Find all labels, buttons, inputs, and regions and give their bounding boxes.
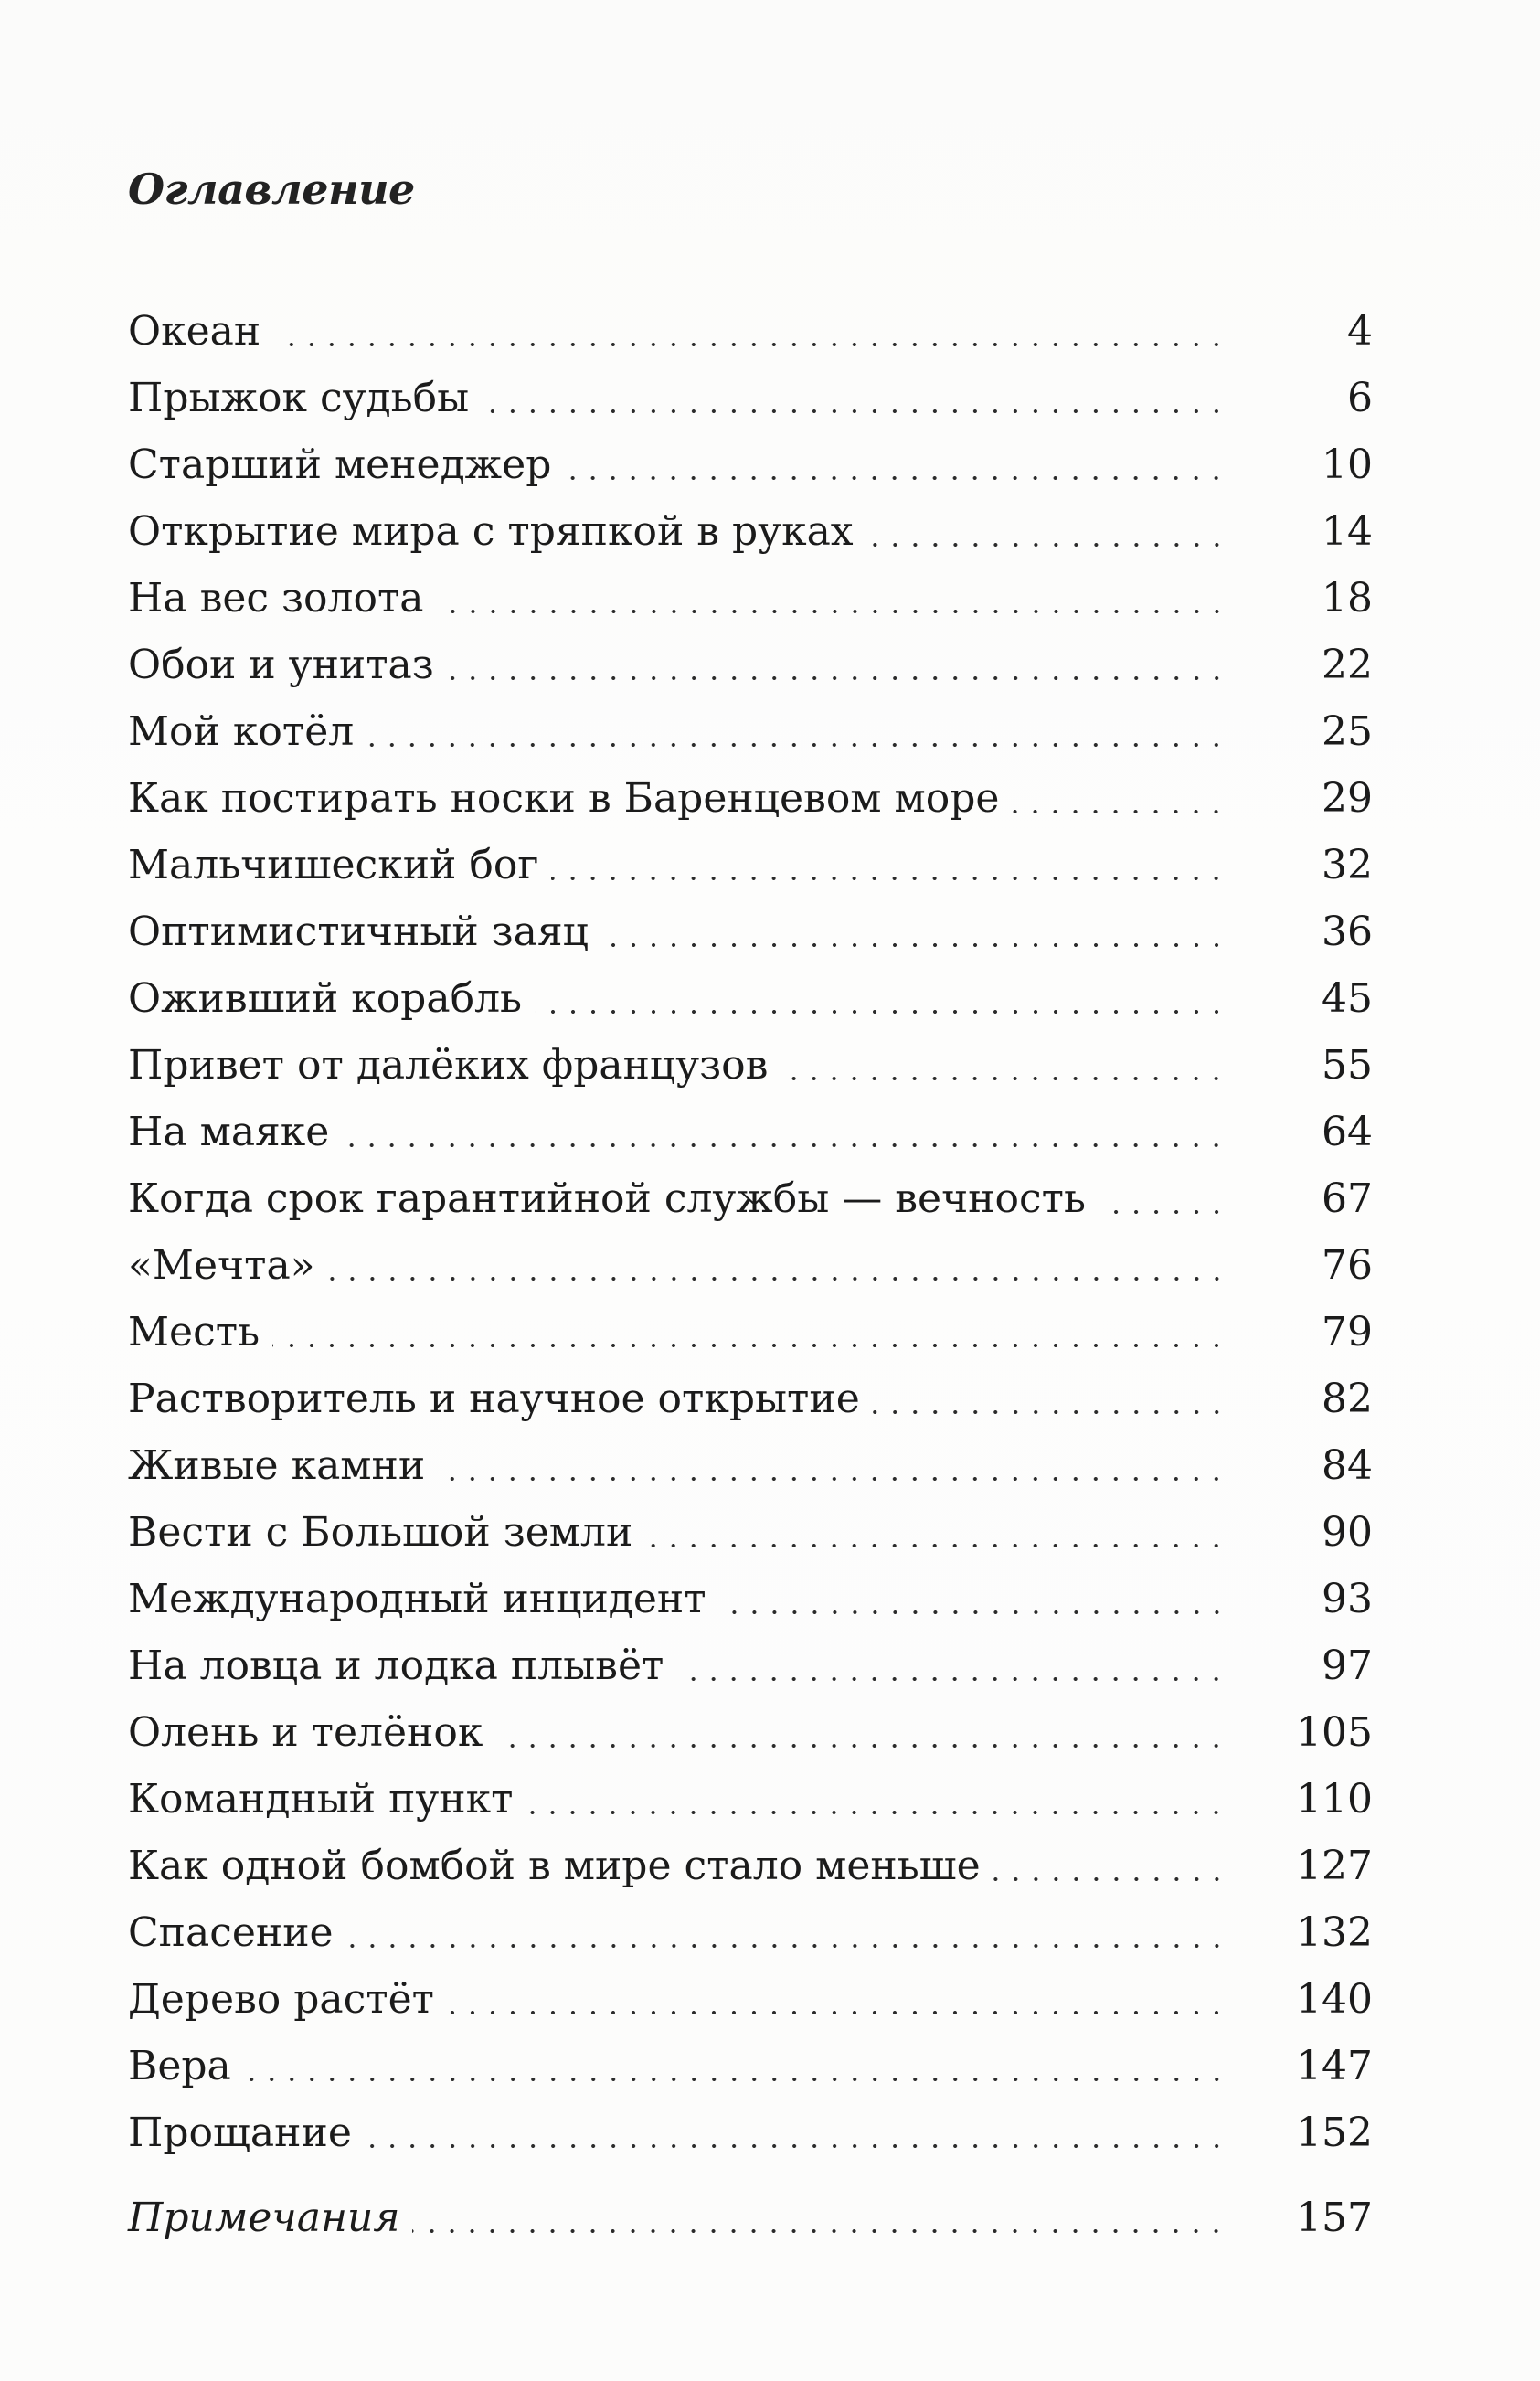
toc-entry-page-number: 147 <box>1296 2043 1373 2089</box>
toc-entry-page-number: 84 <box>1322 1442 1373 1489</box>
toc-entry <box>128 626 1373 693</box>
toc-entry-title: Как одной бомбой в мире стало меньше <box>128 1843 981 1889</box>
toc-entry-title: На маяке <box>128 1109 330 1155</box>
toc-entry <box>128 960 1373 1026</box>
toc-entry-title: Спасение <box>128 1909 334 1956</box>
toc-entry-page-number: 110 <box>1296 1776 1373 1823</box>
toc-entry <box>128 493 1373 559</box>
toc-entry <box>128 1694 1373 1760</box>
dot-leader <box>270 304 1227 359</box>
toc-entry <box>128 359 1373 426</box>
toc-entry <box>128 1827 1373 1894</box>
toc-entry-page-number: 22 <box>1322 642 1373 688</box>
toc-entry-title: Обои и унитаз <box>128 642 434 688</box>
toc-entry-page-number: 10 <box>1322 441 1373 488</box>
dot-leader <box>269 1305 1227 1360</box>
dot-leader <box>434 1439 1227 1493</box>
toc-entry <box>128 559 1373 626</box>
toc-entry-title: Международный инцидент <box>128 1576 706 1622</box>
toc-entry-title: Открытие мира с тряпкой в руках <box>128 508 854 555</box>
dot-leader <box>560 438 1227 493</box>
toc-entry <box>128 1360 1373 1427</box>
toc-entry-page-number: 6 <box>1347 375 1373 421</box>
dot-leader <box>409 2191 1227 2246</box>
dot-leader <box>869 1372 1227 1427</box>
toc-entry-page-number: 45 <box>1322 975 1373 1022</box>
dot-leader <box>547 838 1227 893</box>
toc-entry-title: Примечания <box>128 2195 400 2241</box>
table-of-contents <box>128 292 1373 2246</box>
toc-entry-page-number: 25 <box>1322 708 1373 755</box>
toc-entry-page-number: 93 <box>1322 1576 1373 1622</box>
toc-entry-page-number: 64 <box>1322 1109 1373 1155</box>
toc-entry-page-number: 36 <box>1322 909 1373 955</box>
dot-leader <box>443 638 1227 693</box>
toc-entry-title: Растворитель и научное открытие <box>128 1376 860 1422</box>
toc-entry-title: Как постирать носки в Баренцевом море <box>128 775 1000 822</box>
dot-leader <box>531 972 1227 1026</box>
toc-entry-page-number: 132 <box>1296 1909 1373 1956</box>
toc-entry <box>128 1961 1373 2027</box>
toc-entry <box>128 1760 1373 1827</box>
toc-entry-title: Привет от далёких французов <box>128 1042 769 1089</box>
dot-leader <box>1095 1172 1227 1227</box>
dot-leader <box>443 1972 1227 2027</box>
dot-leader <box>338 1105 1227 1160</box>
dot-leader <box>673 1639 1227 1694</box>
toc-entry-page-number: 82 <box>1322 1376 1373 1422</box>
toc-entry-title: Мой котёл <box>128 708 355 755</box>
toc-entry <box>128 292 1373 359</box>
dot-leader <box>478 371 1227 426</box>
dot-leader <box>642 1505 1227 1560</box>
toc-entry <box>128 1427 1373 1493</box>
toc-entry-title: Старший менеджер <box>128 441 552 488</box>
dot-leader <box>522 1772 1227 1827</box>
toc-entry-title: Прыжок судьбы <box>128 375 470 421</box>
toc-entry-page-number: 127 <box>1296 1843 1373 1889</box>
toc-entry-page-number: 157 <box>1296 2195 1373 2241</box>
toc-entry <box>128 693 1373 760</box>
toc-entry-title: На вес золота <box>128 575 424 622</box>
dot-leader <box>363 705 1227 760</box>
toc-entry <box>128 1227 1373 1293</box>
toc-entry-title: Командный пункт <box>128 1776 514 1823</box>
toc-entry-title: Океан <box>128 308 261 355</box>
dot-leader <box>433 571 1227 626</box>
toc-entry-page-number: 76 <box>1322 1242 1373 1289</box>
dot-leader <box>990 1839 1227 1894</box>
dot-leader <box>343 1906 1227 1961</box>
toc-entry <box>128 1627 1373 1694</box>
toc-entry-title: Вера <box>128 2043 231 2089</box>
toc-entry-page-number: 18 <box>1322 575 1373 622</box>
toc-entry-title: Мальчишеский бог <box>128 842 539 888</box>
toc-entry-page-number: 29 <box>1322 775 1373 822</box>
toc-entry-page-number: 152 <box>1296 2110 1373 2156</box>
toc-entry <box>128 1093 1373 1160</box>
dot-leader <box>863 505 1227 559</box>
toc-entry-page-number: 55 <box>1322 1042 1373 1089</box>
toc-entry-page-number: 105 <box>1296 1709 1373 1756</box>
toc-notes-entry <box>128 2179 1373 2246</box>
dot-leader <box>716 1572 1227 1627</box>
toc-entry-title: Олень и телёнок <box>128 1709 483 1756</box>
dot-leader <box>1008 771 1227 826</box>
toc-entry-page-number: 14 <box>1322 508 1373 555</box>
toc-entry-title: Дерево растёт <box>128 1976 435 2023</box>
toc-entry <box>128 1894 1373 1961</box>
toc-entry-title: Живые камни <box>128 1442 426 1489</box>
toc-entry <box>128 1493 1373 1560</box>
toc-entry-title: Прощание <box>128 2110 352 2156</box>
toc-entry <box>128 1160 1373 1227</box>
dot-leader <box>492 1706 1227 1760</box>
toc-entry-title: Оживший корабль <box>128 975 522 1022</box>
toc-entry-title: Когда срок гарантийной службы — вечность <box>128 1175 1086 1222</box>
dot-leader <box>598 905 1227 960</box>
dot-leader <box>240 2039 1227 2094</box>
toc-entry-title: Месть <box>128 1309 260 1355</box>
dot-leader <box>777 1038 1227 1093</box>
toc-entry <box>128 2094 1373 2161</box>
toc-entry <box>128 1560 1373 1627</box>
toc-entry <box>128 826 1373 893</box>
toc-entry-title: «Мечта» <box>128 1242 315 1289</box>
toc-entry <box>128 893 1373 960</box>
toc-entry <box>128 1293 1373 1360</box>
dot-leader <box>324 1238 1227 1293</box>
toc-entry-page-number: 140 <box>1296 1976 1373 2023</box>
toc-entry-page-number: 67 <box>1322 1175 1373 1222</box>
toc-heading: Оглавление <box>128 165 415 214</box>
toc-entry-page-number: 4 <box>1347 308 1373 355</box>
dot-leader <box>361 2106 1227 2161</box>
toc-entry <box>128 760 1373 826</box>
toc-entry-title: На ловца и лодка плывёт <box>128 1642 664 1689</box>
toc-entry-page-number: 90 <box>1322 1509 1373 1556</box>
toc-entry-title: Оптимистичный заяц <box>128 909 589 955</box>
toc-entry-page-number: 32 <box>1322 842 1373 888</box>
toc-entry-page-number: 97 <box>1322 1642 1373 1689</box>
toc-entry <box>128 1026 1373 1093</box>
toc-entry <box>128 426 1373 493</box>
toc-entry-page-number: 79 <box>1322 1309 1373 1355</box>
toc-entry <box>128 2027 1373 2094</box>
toc-entry-title: Вести с Большой земли <box>128 1509 633 1556</box>
